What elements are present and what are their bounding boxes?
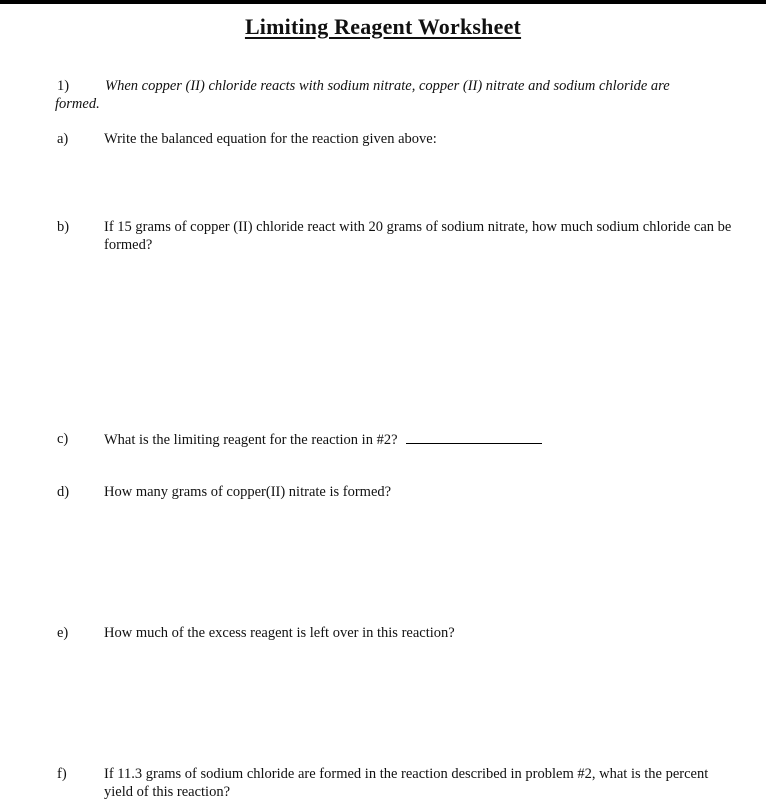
part-e-text: How much of the excess reagent is left over in this reaction? bbox=[104, 625, 455, 641]
part-c-text-wrap bbox=[104, 430, 734, 449]
part-c-letter: c) bbox=[57, 431, 69, 447]
question-1-text-line2: formed. bbox=[55, 96, 100, 112]
part-d-text: How many grams of copper(II) nitrate is formed? bbox=[104, 484, 392, 500]
part-a-text: Write the balanced equation for the reaction given above: bbox=[104, 131, 437, 147]
part-d-letter: d) bbox=[57, 484, 70, 500]
part-b-text: If 15 grams of copper (II) chloride react with 20 grams of sodium nitrate, how much sodium chloride can be formed? bbox=[104, 219, 732, 253]
question-1-number: 1) bbox=[57, 78, 70, 94]
part-b-letter: b) bbox=[57, 219, 70, 235]
answer-blank-line bbox=[406, 430, 542, 444]
question-1 bbox=[55, 77, 737, 112]
page-title: Limiting Reagent Worksheet bbox=[244, 14, 522, 39]
question-1-text-line1: When copper (II) chloride reacts with sodium nitrate, copper (II) nitrate and sodium chloride are bbox=[105, 78, 670, 94]
part-a-letter: a) bbox=[57, 131, 69, 147]
part-f-text: If 11.3 grams of sodium chloride are formed in the reaction described in problem #2, what is the percent yield of this reaction? bbox=[104, 766, 709, 800]
part-e-letter: e) bbox=[57, 625, 69, 641]
part-f-letter: f) bbox=[57, 766, 67, 782]
part-c-text: What is the limiting reagent for the reaction in #2? bbox=[104, 432, 398, 448]
top-border-line bbox=[0, 0, 766, 4]
